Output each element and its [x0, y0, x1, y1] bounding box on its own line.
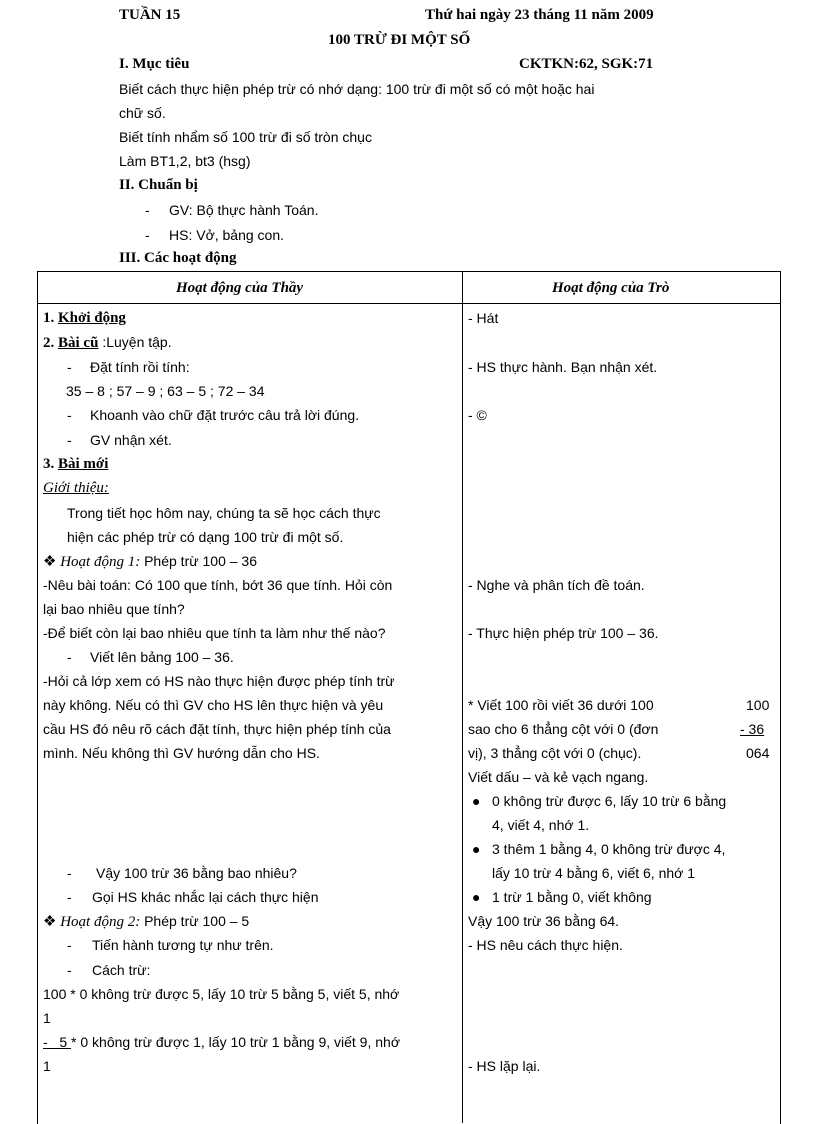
task-calculations: 35 – 8 ; 57 – 9 ; 63 – 5 ; 72 – 34	[66, 383, 265, 399]
activities-heading: III. Các hoạt động	[119, 250, 237, 266]
objectives-heading: I. Mục tiêu	[119, 56, 190, 72]
column-divider	[462, 272, 463, 1123]
student-column-header: Hoạt động của Trò	[552, 280, 670, 296]
question-result: Vậy 100 trừ 36 bằng bao nhiêu?	[96, 865, 297, 881]
dash: -	[67, 937, 72, 953]
prep-dash-1: -	[145, 202, 150, 218]
problem-line-2: lại bao nhiêu que tính?	[43, 601, 185, 617]
student-write-line-2: sao cho 6 thẳng cột với 0 (đơn	[468, 721, 659, 737]
method-line-2: - 5 * 0 không trừ được 1, lấy 10 trừ 1 bằng 9, viết 9, nhớ	[43, 1034, 401, 1050]
task-gv-comment: GV nhận xét.	[90, 432, 172, 448]
diamond-bullet-icon: ❖	[43, 554, 61, 570]
dash: -	[67, 865, 72, 881]
lesson-date: Thứ hai ngày 23 tháng 11 năm 2009	[425, 7, 654, 23]
objective-line-1: Biết cách thực hiện phép trừ có nhớ dạng: 100 trừ đi một số có một hoặc hai	[119, 81, 595, 97]
prep-gv: GV: Bộ thực hành Toán.	[169, 202, 319, 218]
ask-class-line-4: mình. Nếu không thì GV hướng dẫn cho HS.	[43, 745, 320, 761]
teacher-column-header: Hoạt động của Thầy	[176, 280, 304, 296]
calc-result: 064	[746, 745, 770, 761]
student-write-line-3: vị), 3 thẳng cột với 0 (chục).	[468, 745, 642, 761]
dash: -	[67, 407, 72, 423]
step-3: 1 trừ 1 bằng 0, viết không	[492, 889, 652, 905]
activity-2-heading: ❖ Hoạt động 2: Phép trừ 100 – 5	[43, 913, 250, 930]
section-1-heading: 1. Khởi động	[43, 310, 126, 326]
student-sing: - Hát	[468, 310, 499, 326]
prep-dash-2: -	[145, 227, 150, 243]
method-line-2-cont: 1	[43, 1058, 51, 1074]
ask-class-line-3: cầu HS đó nêu rõ cách đặt tính, thực hiện phép tính của	[43, 721, 391, 737]
dash: -	[67, 962, 72, 978]
student-perform: - Thực hiện phép trừ 100 – 36.	[468, 625, 659, 641]
student-practice: - HS thực hành. Bạn nhận xét.	[468, 359, 658, 375]
task-place-value: Đặt tính rồi tính:	[90, 359, 190, 375]
dash: -	[67, 432, 72, 448]
dash: -	[67, 889, 72, 905]
bullet-dot-icon: ●	[472, 793, 481, 809]
objective-line-2: chữ số.	[119, 105, 166, 121]
bullet-dot-icon: ●	[472, 841, 481, 857]
section-3-heading: 3. Bài mới	[43, 456, 109, 472]
objective-line-3: Biết tính nhẩm số 100 trừ đi số tròn chục	[119, 129, 372, 145]
question-how: -Để biết còn lại bao nhiêu que tính ta làm như thế nào?	[43, 625, 386, 641]
method-line-1-cont: 1	[43, 1010, 51, 1026]
ask-class-line-1: -Hỏi cả lớp xem có HS nào thực hiện được phép tính trừ	[43, 673, 395, 689]
student-write-line-1: * Viết 100 rồi viết 36 dưới 100	[468, 697, 654, 713]
student-explain: - HS nêu cách thực hiện.	[468, 937, 623, 953]
bullet-dot-icon: ●	[472, 889, 481, 905]
intro-line-1: Trong tiết học hôm nay, chúng ta sẽ học cách thực	[67, 505, 381, 521]
repeat-method: Gọi HS khác nhắc lại cách thực hiện	[92, 889, 319, 905]
student-listen: - Nghe và phân tích đề toán.	[468, 577, 645, 593]
student-write-sign: Viết dấu – và kẻ vạch ngang.	[468, 769, 649, 785]
intro-line-2: hiện các phép trừ có dạng 100 trừ đi một số.	[67, 529, 344, 545]
week-label: TUẦN 15	[119, 7, 181, 23]
intro-label: Giới thiệu:	[43, 480, 109, 496]
activity-1-heading: ❖ Hoạt động 1: Phép trừ 100 – 36	[43, 553, 257, 570]
student-result: Vậy 100 trừ 36 bằng 64.	[468, 913, 620, 929]
diamond-bullet-icon: ❖	[43, 914, 61, 930]
step-1-line-2: 4, viết 4, nhớ 1.	[492, 817, 590, 833]
calc-minuend: 100	[746, 697, 770, 713]
lesson-title: 100 TRỪ ĐI MỘT SỐ	[328, 32, 471, 48]
task-circle-answer: Khoanh vào chữ đặt trước câu trả lời đúng.	[90, 407, 360, 423]
problem-line-1: -Nêu bài toán: Có 100 que tính, bớt 36 que tính. Hỏi còn	[43, 577, 393, 593]
calc-subtrahend: - 36	[740, 721, 765, 737]
step-1-line-1: 0 không trừ được 6, lấy 10 trừ 6 bằng	[492, 793, 727, 809]
step-2-line-1: 3 thêm 1 bằng 4, 0 không trừ được 4,	[492, 841, 726, 857]
method-label: Cách trừ:	[92, 962, 151, 978]
method-line-1: 100 * 0 không trừ được 5, lấy 10 trừ 5 bằng 5, viết 5, nhớ	[43, 986, 400, 1002]
proceed-similar: Tiến hành tương tự như trên.	[92, 937, 274, 953]
student-repeat: - HS lặp lại.	[468, 1058, 541, 1074]
ask-class-line-2: này không. Nếu có thì GV cho HS lên thực hiện và yêu	[43, 697, 384, 713]
section-2-heading: 2. Bài cũ :Luyện tập.	[43, 334, 172, 351]
prep-heading: II. Chuẩn bị	[119, 177, 198, 193]
student-answer-mark: - ©	[468, 407, 487, 423]
dash: -	[67, 359, 72, 375]
step-2-line-2: lấy 10 trừ 4 bằng 6, viết 6, nhớ 1	[492, 865, 696, 881]
dash: -	[67, 649, 72, 665]
write-on-board: Viết lên bảng 100 – 36.	[90, 649, 234, 665]
header-row-divider	[37, 303, 780, 304]
prep-hs: HS: Vở, bảng con.	[169, 227, 285, 243]
objective-line-4: Làm BT1,2, bt3 (hsg)	[119, 153, 251, 169]
standard-reference: CKTKN:62, SGK:71	[519, 56, 654, 72]
